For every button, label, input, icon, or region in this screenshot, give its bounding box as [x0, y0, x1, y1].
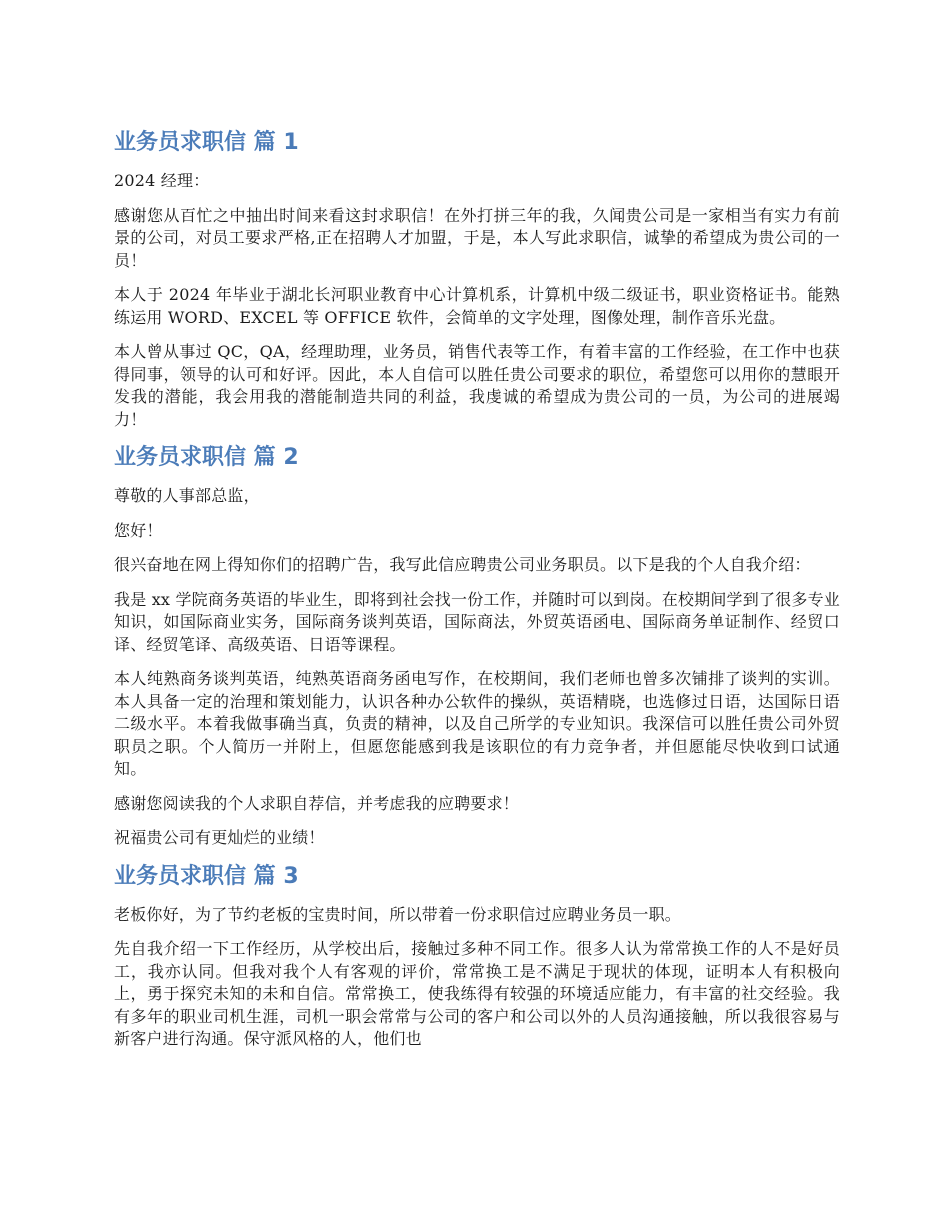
paragraph: 本人于 2024 年毕业于湖北长河职业教育中心计算机系，计算机中级二级证书，职业资格证书。能熟练运用 WORD、EXCEL 等 OFFICE 软件，会简单的文字处理，图像处理，制作音乐光盘。	[114, 285, 840, 327]
paragraph: 本人纯熟商务谈判英语，纯熟英语商务函电写作，在校期间，我们老师也曾多次铺排了谈判的实训。本人具备一定的治理和策划能力，认识各种办公软件的操纵，英语精晓，也选修过日语，达国际日语二级水平。本着我做事确当真，负责的精神，以及自己所学的专业知识。我深信可以胜任贵公司外贸职员之职。个人简历一并附上，但愿您能感到我是该职位的有力竞争者，并但愿能尽快收到口试通知。	[114, 669, 840, 778]
section-heading-2: 业务员求职信 篇 2	[114, 445, 299, 470]
paragraph: 2024 经理：	[114, 171, 210, 190]
document-page	[114, 118, 840, 1063]
paragraph: 感谢您阅读我的个人求职自荐信，并考虑我的应聘要求！	[114, 793, 520, 813]
paragraph: 尊敬的人事部总监，	[114, 486, 260, 505]
paragraph: 您好！	[114, 520, 163, 540]
paragraph: 很兴奋地在网上得知你们的招聘广告，我写此信应聘贵公司业务职员。以下是我的个人自我介绍：	[114, 555, 811, 574]
paragraph: 我是 xx 学院商务英语的毕业生，即将到社会找一份工作，并随时可以到岗。在校期间学到了很多专业知识，如国际商业实务，国际商务谈判英语，国际商法，外贸英语函电、国际商务单证制作、经贸口译、经贸笔译、高级英语、日语等课程。	[114, 589, 840, 654]
paragraph: 老板你好，为了节约老板的宝贵时间，所以带着一份求职信过应聘业务员一职。	[114, 904, 682, 924]
paragraph: 本人曾从事过 QC，QA，经理助理，业务员，销售代表等工作，有着丰富的工作经验，在工作中也获得同事，领导的认可和好评。因此，本人自信可以胜任贵公司要求的职位，希望您可以用你的慧眼开发我的潜能，我会用我的潜能制造共同的利益，我虔诚的希望成为贵公司的一员，为公司的进展竭力！	[114, 342, 840, 429]
paragraph: 祝福贵公司有更灿烂的业绩！	[114, 828, 325, 847]
paragraph: 先自我介绍一下工作经历，从学校出后，接触过多种不同工作。很多人认为常常换工作的人不是好员工，我亦认同。但我对我个人有客观的评价，常常换工是不满足于现状的体现，证明本人有积极向上，勇于探究未知的未和自信。常常换工，使我练得有较强的环境适应能力，有丰富的社交经验。我有多年的职业司机生涯，司机一职会常常与公司的客户和公司以外的人员沟通接触，所以我很容易与新客户进行沟通。保守派风格的人，他们也	[114, 939, 840, 1048]
section-heading-1: 业务员求职信 篇 1	[114, 130, 299, 155]
paragraph: 感谢您从百忙之中抽出时间来看这封求职信！在外打拼三年的我，久闻贵公司是一家相当有实力有前景的公司，对员工要求严格,正在招聘人才加盟，于是，本人写此求职信，诚挚的希望成为贵公司的一员！	[114, 205, 840, 270]
section-heading-3: 业务员求职信 篇 3	[114, 863, 299, 889]
